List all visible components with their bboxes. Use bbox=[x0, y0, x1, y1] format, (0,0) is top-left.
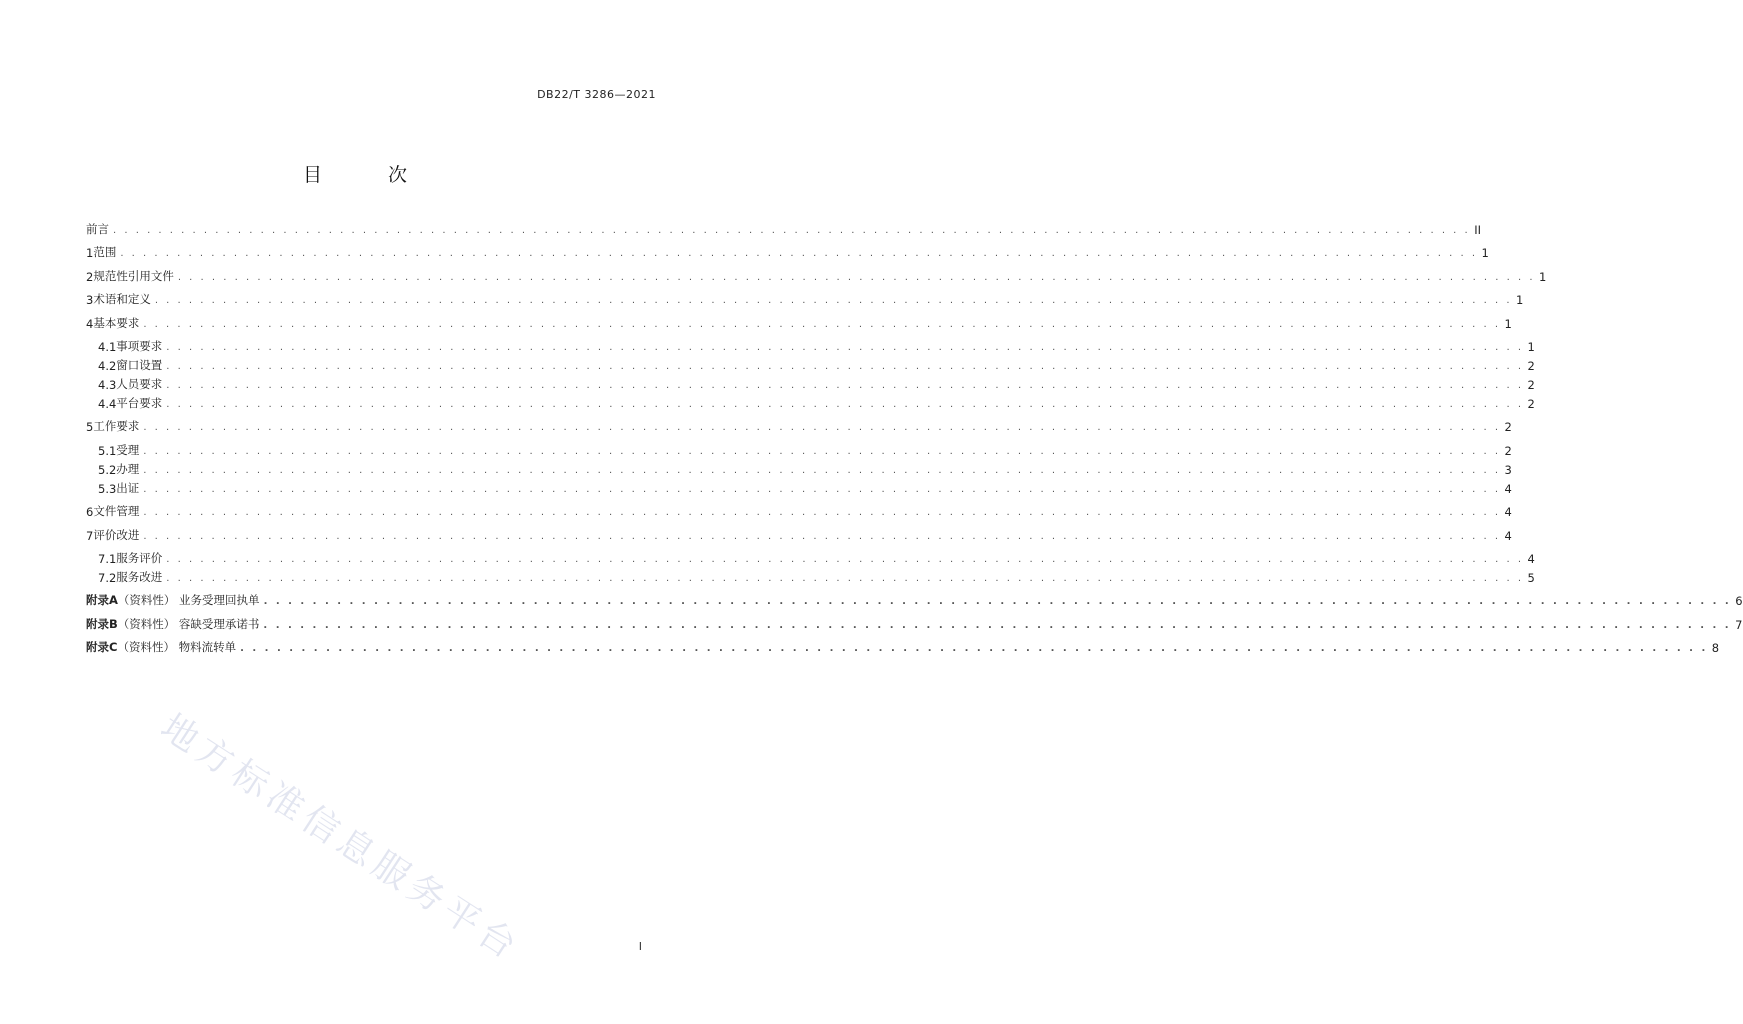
toc-entry-label: （资料性） 物料流转单 bbox=[117, 640, 237, 655]
toc-entry-label: 服务评价 bbox=[116, 550, 163, 565]
toc-entry-label: 平台要求 bbox=[116, 395, 163, 410]
toc-entry-label: 术语和定义 bbox=[93, 292, 151, 307]
dot-leader: . . . . . . . . . . . . . . . . . . . . . . . . . . . . . . . . . . . . . . . . . . . . . . . . . . . . . . . . . . . . . . . . . . . . . . . . . . . . . . . . . . . . . . . . . . . . . . . . . . . . . . . . . . . . . . . . . . . . . . . . bbox=[143, 318, 1501, 330]
toc-entry-label: 服务改进 bbox=[116, 569, 163, 584]
dot-leader: . . . . . . . . . . . . . . . . . . . . . . . . . . . . . . . . . . . . . . . . . . . . . . . . . . . . . . . . . . . . . . . . . . . . . . . . . . . . . . . . . . . . . . . . . . . . . . . . . . . . . . . . . . . . . . . . . . . . . . . . bbox=[154, 295, 1513, 307]
toc-entry-label: 工作要求 bbox=[93, 419, 140, 434]
toc-entry[interactable] bbox=[86, 636, 1720, 656]
toc-entry[interactable] bbox=[86, 354, 1535, 373]
toc-entry-page: 7 bbox=[1735, 617, 1743, 632]
toc-entry[interactable] bbox=[86, 392, 1535, 411]
toc-entry-number: 4 bbox=[86, 316, 94, 331]
toc-entry-label: 范围 bbox=[93, 245, 117, 260]
toc-entry-label: 出证 bbox=[116, 480, 140, 495]
toc-entry-label: 人员要求 bbox=[116, 376, 163, 391]
toc-entry[interactable] bbox=[86, 312, 1512, 331]
toc-entry-label: 办理 bbox=[116, 461, 140, 476]
toc-entry-number: 4.2 bbox=[98, 358, 117, 373]
toc-entry-number: 1 bbox=[86, 246, 94, 261]
toc-entry-number: 5 bbox=[86, 420, 94, 435]
page-number: I bbox=[638, 940, 642, 953]
toc-entry-label: （资料性） 业务受理回执单 bbox=[117, 593, 260, 608]
toc-entry-label: 受理 bbox=[116, 442, 140, 457]
toc-entry-number: 附录C bbox=[86, 640, 118, 655]
table-of-contents bbox=[86, 218, 1743, 656]
toc-entry[interactable] bbox=[86, 415, 1512, 435]
toc-entry-page: 5 bbox=[1527, 570, 1535, 585]
toc-entry-number: 7.2 bbox=[98, 570, 117, 585]
toc-entry[interactable] bbox=[86, 373, 1535, 392]
toc-entry-number: 附录A bbox=[86, 593, 118, 608]
toc-entry-page: 3 bbox=[1504, 462, 1512, 477]
toc-entry[interactable] bbox=[86, 439, 1512, 458]
toc-entry-page: 1 bbox=[1516, 293, 1524, 308]
dot-leader: . . . . . . . . . . . . . . . . . . . . . . . . . . . . . . . . . . . . . . . . . . . . . . . . . . . . . . . . . . . . . . . . . . . . . . . . . . . . . . . . . . . . . . . . . . . . . . . . . . . . . . . . . . . . . . . . . . . . . . . . bbox=[166, 553, 1524, 565]
toc-entry-page: 2 bbox=[1527, 377, 1535, 392]
toc-entry-number: 7.1 bbox=[98, 551, 117, 566]
toc-entry-label: 前言 bbox=[86, 222, 109, 236]
toc-entry[interactable] bbox=[86, 524, 1512, 543]
toc-entry[interactable] bbox=[86, 288, 1524, 308]
toc-entry-number: 附录B bbox=[86, 616, 118, 631]
dot-leader: . . . . . . . . . . . . . . . . . . . . . . . . . . . . . . . . . . . . . . . . . . . . . . . . . . . . . . . . . . . . . . . . . . . . . . . . . . . . . . . . . . . . . . . . . . . . . . . . . . . . . . . . . . . . . . . . . . . . . . . . bbox=[143, 422, 1501, 434]
dot-leader: . . . . . . . . . . . . . . . . . . . . . . . . . . . . . . . . . . . . . . . . . . . . . . . . . . . . . . . . . . . . . . . . . . . . . . . . . . . . . . . . . . . . . . . . . . . . . . . . . . . . . . . . . . . . . . . . . . . . . . . . bbox=[143, 445, 1501, 457]
toc-entry[interactable] bbox=[86, 500, 1512, 520]
dot-leader: . . . . . . . . . . . . . . . . . . . . . . . . . . . . . . . . . . . . . . . . . . . . . . . . . . . . . . . . . . . . . . . . . . . . . . . . . . . . . . . . . . . . . . . . . . . . . . . . . . . . . . . . . . . . . . . . . . . . . . . . bbox=[120, 248, 1478, 260]
dot-leader: . . . . . . . . . . . . . . . . . . . . . . . . . . . . . . . . . . . . . . . . . . . . . . . . . . . . . . . . . . . . . . . . . . . . . . . . . . . . . . . . . . . . . . . . . . . . . . . . . . . . . . . . . . . . . . . . . . . . . . . . bbox=[166, 379, 1524, 391]
dot-leader: . . . . . . . . . . . . . . . . . . . . . . . . . . . . . . . . . . . . . . . . . . . . . . . . . . . . . . . . . . . . . . . . . . . . . . . . . . . . . . . . . . . . . . . . . . . . . . . . . . . . . . . . . . . . . . . . . . . . . . . . bbox=[177, 271, 1536, 283]
toc-entry-page: 1 bbox=[1504, 316, 1512, 331]
toc-entry-page: 1 bbox=[1527, 339, 1535, 354]
toc-entry-label: 事项要求 bbox=[116, 338, 163, 353]
toc-entry-page: 4 bbox=[1504, 505, 1512, 520]
toc-entry[interactable] bbox=[86, 241, 1489, 261]
toc-entry-label: 基本要求 bbox=[93, 315, 140, 330]
dot-leader: . . . . . . . . . . . . . . . . . . . . . . . . . . . . . . . . . . . . . . . . . . . . . . . . . . . . . . . . . . . . . . . . . . . . . . . . . . . . . . . . . . . . . . . . . . . . . . . . . . . . . . . . . . . . . . . . . . . . . . . . bbox=[263, 619, 1732, 631]
toc-entry-page: 1 bbox=[1481, 246, 1489, 261]
dot-leader: . . . . . . . . . . . . . . . . . . . . . . . . . . . . . . . . . . . . . . . . . . . . . . . . . . . . . . . . . . . . . . . . . . . . . . . . . . . . . . . . . . . . . . . . . . . . . . . . . . . . . . . . . . . . . . . . . . . . . . . . bbox=[166, 398, 1524, 410]
toc-entry-page: 2 bbox=[1504, 420, 1512, 435]
toc-entry-number: 4.1 bbox=[98, 339, 117, 354]
dot-leader: . . . . . . . . . . . . . . . . . . . . . . . . . . . . . . . . . . . . . . . . . . . . . . . . . . . . . . . . . . . . . . . . . . . . . . . . . . . . . . . . . . . . . . . . . . . . . . . . . . . . . . . . . . . . . . . . . . . . . . . . bbox=[113, 225, 1471, 236]
toc-entry-number: 5.1 bbox=[98, 443, 117, 458]
toc-entry[interactable] bbox=[86, 458, 1512, 477]
toc-entry-number: 4.4 bbox=[98, 396, 117, 411]
dot-leader: . . . . . . . . . . . . . . . . . . . . . . . . . . . . . . . . . . . . . . . . . . . . . . . . . . . . . . . . . . . . . . . . . . . . . . . . . . . . . . . . . . . . . . . . . . . . . . . . . . . . . . . . . . . . . . . . . . . . . . . . bbox=[166, 341, 1524, 353]
toc-entry-page: 4 bbox=[1504, 481, 1512, 496]
toc-entry-label: 规范性引用文件 bbox=[93, 268, 174, 283]
toc-entry-number: 3 bbox=[86, 293, 94, 308]
toc-entry[interactable] bbox=[86, 477, 1512, 496]
toc-entry-number: 7 bbox=[86, 528, 94, 543]
dot-leader: . . . . . . . . . . . . . . . . . . . . . . . . . . . . . . . . . . . . . . . . . . . . . . . . . . . . . . . . . . . . . . . . . . . . . . . . . . . . . . . . . . . . . . . . . . . . . . . . . . . . . . . . . . . . . . . . . . . . . . . . bbox=[240, 643, 1708, 655]
page-title: 目 次 bbox=[302, 164, 438, 186]
toc-entry-number: 4.3 bbox=[98, 377, 117, 392]
toc-entry-number: 5.2 bbox=[98, 462, 117, 477]
toc-entry[interactable] bbox=[86, 265, 1547, 284]
toc-entry[interactable] bbox=[86, 335, 1535, 354]
standard-code: DB22/T 3286—2021 bbox=[537, 88, 656, 101]
toc-entry[interactable] bbox=[86, 566, 1535, 585]
toc-entry-label: 窗口设置 bbox=[116, 357, 163, 372]
toc-entry[interactable] bbox=[86, 218, 1482, 237]
toc-entry-number: 5.3 bbox=[98, 481, 117, 496]
dot-leader: . . . . . . . . . . . . . . . . . . . . . . . . . . . . . . . . . . . . . . . . . . . . . . . . . . . . . . . . . . . . . . . . . . . . . . . . . . . . . . . . . . . . . . . . . . . . . . . . . . . . . . . . . . . . . . . . . . . . . . . . bbox=[143, 530, 1501, 542]
toc-entry-page: 8 bbox=[1711, 641, 1720, 656]
dot-leader: . . . . . . . . . . . . . . . . . . . . . . . . . . . . . . . . . . . . . . . . . . . . . . . . . . . . . . . . . . . . . . . . . . . . . . . . . . . . . . . . . . . . . . . . . . . . . . . . . . . . . . . . . . . . . . . . . . . . . . . . bbox=[166, 572, 1524, 584]
toc-entry-page: 4 bbox=[1527, 551, 1535, 566]
toc-entry-number: 6 bbox=[86, 505, 94, 520]
dot-leader: . . . . . . . . . . . . . . . . . . . . . . . . . . . . . . . . . . . . . . . . . . . . . . . . . . . . . . . . . . . . . . . . . . . . . . . . . . . . . . . . . . . . . . . . . . . . . . . . . . . . . . . . . . . . . . . . . . . . . . . . bbox=[263, 596, 1732, 608]
toc-entry[interactable] bbox=[86, 589, 1743, 609]
toc-entry-page: 2 bbox=[1527, 358, 1535, 373]
dot-leader: . . . . . . . . . . . . . . . . . . . . . . . . . . . . . . . . . . . . . . . . . . . . . . . . . . . . . . . . . . . . . . . . . . . . . . . . . . . . . . . . . . . . . . . . . . . . . . . . . . . . . . . . . . . . . . . . . . . . . . . . bbox=[166, 360, 1524, 372]
toc-entry-page: 1 bbox=[1539, 269, 1547, 284]
toc-entry[interactable] bbox=[86, 613, 1743, 632]
toc-entry-label: 文件管理 bbox=[93, 504, 140, 519]
toc-entry-label: 评价改进 bbox=[93, 527, 140, 542]
toc-entry-label: （资料性） 容缺受理承诺书 bbox=[117, 616, 260, 631]
toc-entry-number: 2 bbox=[86, 269, 94, 284]
toc-entry-page: 2 bbox=[1527, 396, 1535, 411]
dot-leader: . . . . . . . . . . . . . . . . . . . . . . . . . . . . . . . . . . . . . . . . . . . . . . . . . . . . . . . . . . . . . . . . . . . . . . . . . . . . . . . . . . . . . . . . . . . . . . . . . . . . . . . . . . . . . . . . . . . . . . . . bbox=[143, 483, 1501, 495]
toc-entry-page: 2 bbox=[1504, 443, 1512, 458]
dot-leader: . . . . . . . . . . . . . . . . . . . . . . . . . . . . . . . . . . . . . . . . . . . . . . . . . . . . . . . . . . . . . . . . . . . . . . . . . . . . . . . . . . . . . . . . . . . . . . . . . . . . . . . . . . . . . . . . . . . . . . . . bbox=[143, 464, 1501, 476]
toc-entry[interactable] bbox=[86, 547, 1535, 566]
dot-leader: . . . . . . . . . . . . . . . . . . . . . . . . . . . . . . . . . . . . . . . . . . . . . . . . . . . . . . . . . . . . . . . . . . . . . . . . . . . . . . . . . . . . . . . . . . . . . . . . . . . . . . . . . . . . . . . . . . . . . . . . bbox=[143, 507, 1501, 519]
toc-entry-page: 6 bbox=[1735, 594, 1743, 609]
toc-entry-page: II bbox=[1474, 223, 1482, 237]
watermark: 地方标准信息服务平台 bbox=[153, 706, 528, 970]
toc-entry-page: 4 bbox=[1504, 528, 1512, 543]
